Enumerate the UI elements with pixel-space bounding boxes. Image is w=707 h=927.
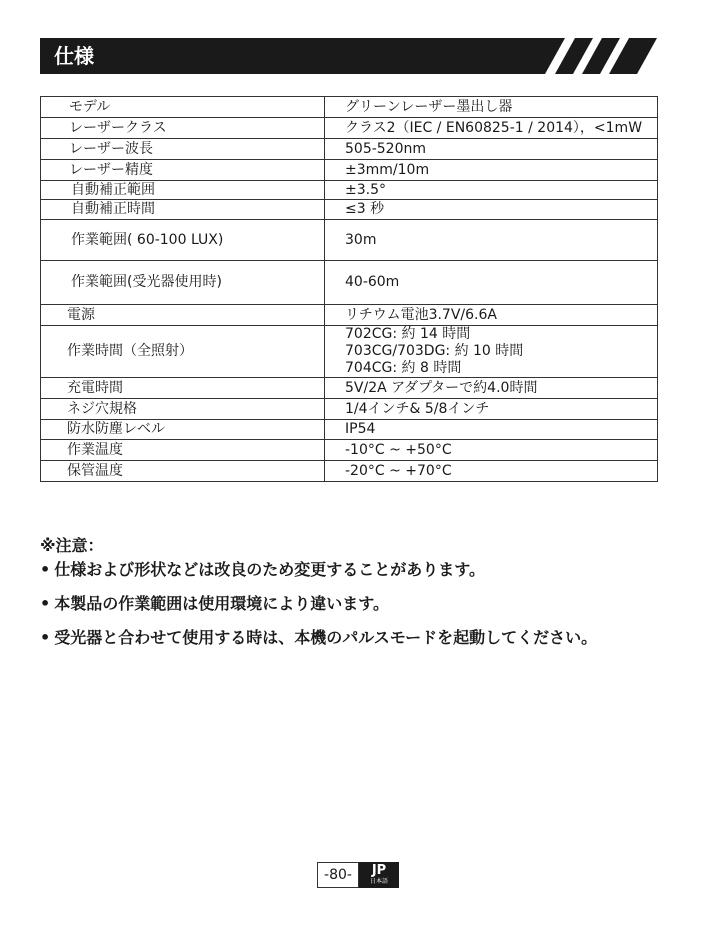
spec-row — [41, 378, 658, 399]
spec-value — [325, 326, 658, 378]
spec-row — [41, 461, 658, 482]
spec-row — [41, 420, 658, 440]
note-item — [40, 593, 597, 627]
page-number: -80- — [317, 862, 359, 888]
spec-value-line: 703CG/703DG: 約 10 時間 — [345, 343, 524, 359]
bullet-icon: • — [40, 628, 51, 647]
spec-row — [41, 200, 658, 220]
section-title-bar — [40, 38, 657, 74]
spec-label: 作業範囲( 60-100 LUX) — [41, 220, 325, 261]
language-name: 日本語 — [369, 878, 388, 885]
spec-label: モデル — [41, 97, 325, 118]
section-title: 仕様 — [54, 44, 94, 68]
spec-label: 作業温度 — [41, 440, 325, 461]
spec-row — [41, 326, 658, 378]
spec-row — [41, 440, 658, 461]
title-bar-background — [40, 38, 657, 74]
spec-label: レーザークラス — [41, 118, 325, 139]
spec-value: 1/4インチ& 5/8インチ — [325, 399, 658, 420]
note-text: 仕様および形状などは改良のため変更することがあります。 — [54, 560, 485, 579]
note-item — [40, 559, 597, 593]
bullet-icon: • — [40, 594, 51, 613]
page-footer — [317, 862, 399, 888]
spec-label: 作業時間（全照射） — [41, 326, 325, 378]
spec-label: 保管温度 — [41, 461, 325, 482]
spec-row — [41, 139, 658, 160]
spec-row — [41, 305, 658, 326]
spec-label: レーザー精度 — [41, 160, 325, 181]
bullet-icon: • — [40, 560, 51, 579]
spec-row — [41, 118, 658, 139]
language-badge — [359, 862, 399, 888]
spec-value: 40-60m — [325, 261, 658, 305]
spec-value: リチウム電池3.7V/6.6A — [325, 305, 658, 326]
spec-label: 充電時間 — [41, 378, 325, 399]
spec-value: ±3mm/10m — [325, 160, 658, 181]
spec-label: 作業範囲(受光器使用時) — [41, 261, 325, 305]
spec-label: レーザー波長 — [41, 139, 325, 160]
spec-value: クラス2（IEC / EN60825-1 / 2014），<1mW — [325, 118, 658, 139]
notes-section — [40, 535, 597, 661]
spec-table — [40, 96, 658, 482]
spec-row — [41, 97, 658, 118]
spec-value: -10°C ~ +50°C — [325, 440, 658, 461]
note-text: 受光器と合わせて使用する時は、本機のパルスモードを起動してください。 — [54, 628, 598, 647]
spec-label: 自動補正時間 — [41, 200, 325, 220]
spec-label: 自動補正範囲 — [41, 181, 325, 200]
spec-label: 防水防塵レベル — [41, 420, 325, 440]
spec-value: グリーンレーザー墨出し器 — [325, 97, 658, 118]
spec-value: 30m — [325, 220, 658, 261]
spec-value: 505-520nm — [325, 139, 658, 160]
spec-label: ネジ穴規格 — [41, 399, 325, 420]
spec-row — [41, 160, 658, 181]
spec-row — [41, 399, 658, 420]
spec-value: 5V/2A アダプターで約4.0時間 — [325, 378, 658, 399]
language-code: JP — [371, 863, 387, 878]
spec-value: -20°C ~ +70°C — [325, 461, 658, 482]
spec-value-line: 704CG: 約 8 時間 — [345, 360, 462, 376]
spec-value: IP54 — [325, 420, 658, 440]
note-item — [40, 627, 597, 661]
notes-heading: ※注意： — [40, 536, 104, 555]
note-text: 本製品の作業範囲は使用環境により違います。 — [54, 594, 389, 613]
spec-row — [41, 220, 658, 261]
spec-label: 電源 — [41, 305, 325, 326]
spec-row — [41, 181, 658, 200]
spec-row — [41, 261, 658, 305]
spec-value: ≤3 秒 — [325, 200, 658, 220]
spec-value-line: 702CG: 約 14 時間 — [345, 326, 471, 342]
spec-value: ±3.5° — [325, 181, 658, 200]
